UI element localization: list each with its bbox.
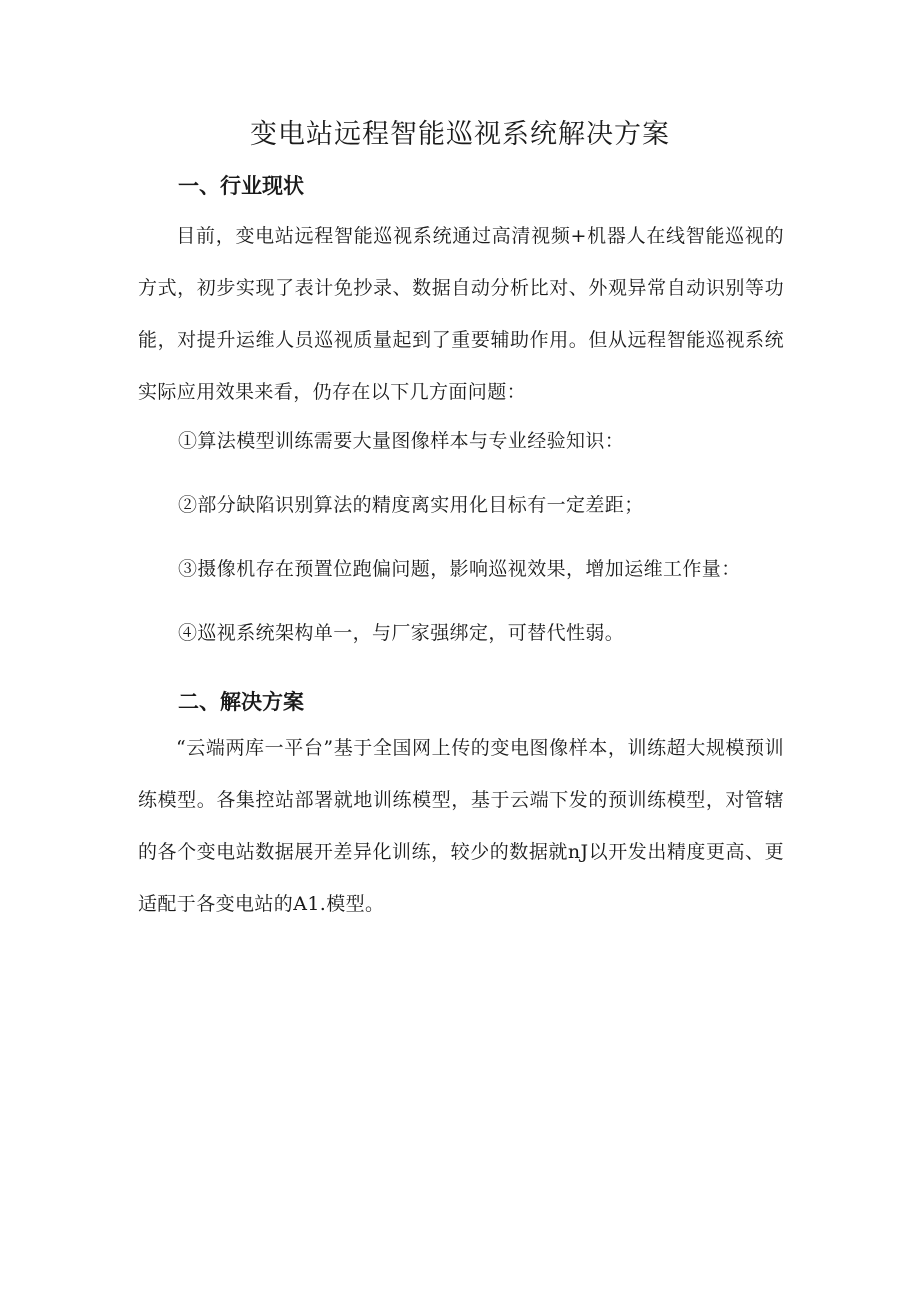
problem-item-4: ④巡视系统架构单一，与厂家强绑定，可替代性弱。 [178,622,625,644]
section2-paragraph-text: “云端两库一平台”基于全国网上传的变电图像样本，训练超大规模预训练模型。各集控站部署就地训练模型，基于云端下发的预训练模型，对管辖的各个变电站数据展开差异化训练，较少的数据就nJ以开发出精度更高、更适配于各变电站的A1.模型。 [138,737,784,915]
problem-item-3: ③摄像机存在预置位跑偏问题，影响巡视效果，增加运维工作量： [178,558,741,580]
document-title: 变电站远程智能巡视系统解决方案 [250,119,670,150]
section-heading-solution: 二、解决方案 [178,690,304,714]
section2-paragraph [138,722,784,930]
problem-item-2: ②部分缺陷识别算法的精度离实用化目标有一定差距； [178,494,644,516]
section1-paragraph-text: 目前，变电站远程智能巡视系统通过高清视频+机器人在线智能巡视的方式，初步实现了表计免抄录、数据自动分析比对、外观异常自动识别等功能，对提升运维人员巡视质量起到了重要辅助作用。但从远程智能巡视系统实际应用效果来看，仍存在以下几方面问题： [138,225,784,403]
section-heading-industry-status: 一、行业现状 [178,174,304,198]
section1-paragraph [138,210,784,418]
problem-item-1: ①算法模型训练需要大量图像样本与专业经验知识： [178,430,625,452]
